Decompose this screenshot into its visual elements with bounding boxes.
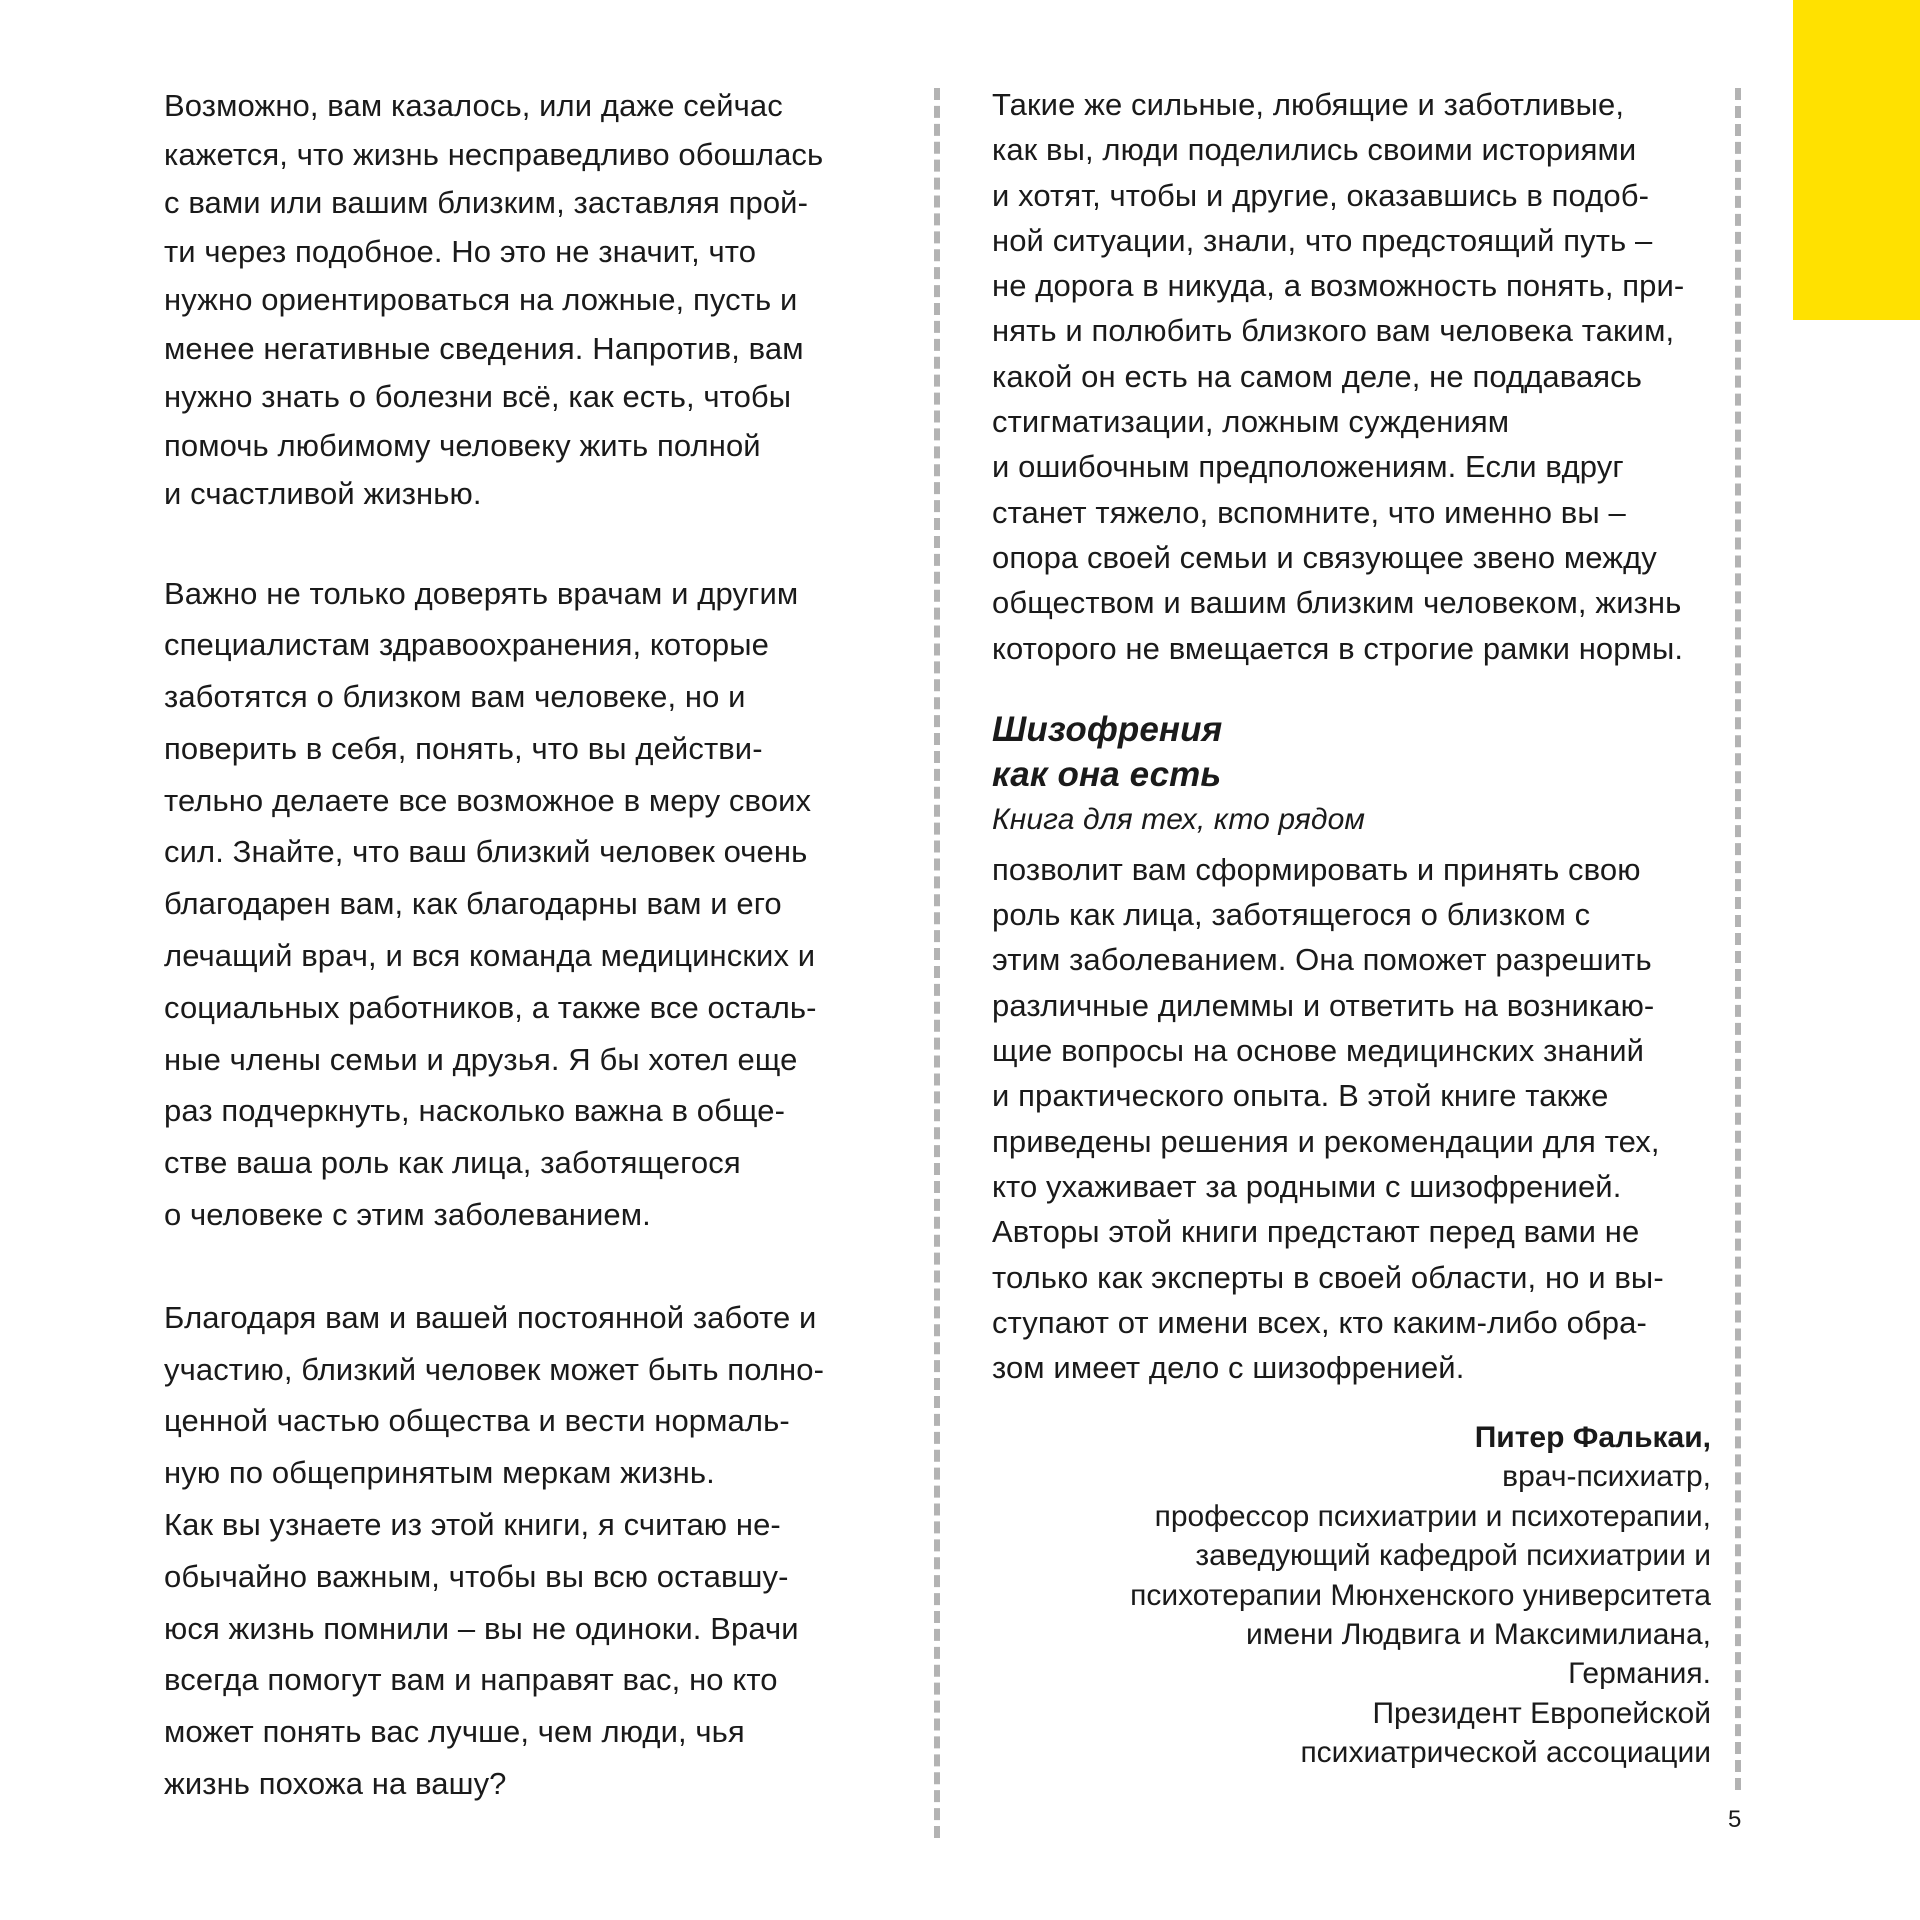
text-line: лечащий врач, и вся команда медицинских и <box>164 938 816 974</box>
text-line: может понять вас лучше, чем люди, чья <box>164 1714 745 1750</box>
text-line: специалистам здравоохранения, которые <box>164 627 769 663</box>
text-line: и счастливой жизнью. <box>164 476 482 511</box>
book-subtitle: Книга для тех, кто рядом <box>992 802 1366 836</box>
text-line: обычайно важным, чтобы вы всю оставшу- <box>164 1558 789 1594</box>
author-title-line: Президент Европейской <box>1372 1696 1711 1730</box>
text-line: нужно знать о болезни всё, как есть, чтобы <box>164 379 792 414</box>
text-line: которого не вмещается в строгие рамки нормы. <box>992 630 1684 666</box>
column-divider-left <box>934 88 940 1838</box>
text-line: и хотят, чтобы и другие, оказавшись в подоб- <box>992 177 1649 213</box>
text-line: обществом и вашим близким человеком, жизнь <box>992 585 1682 621</box>
text-line: социальных работников, а также все осталь- <box>164 989 817 1025</box>
book-title <box>992 707 1722 797</box>
book-title-line: Шизофрения <box>992 709 1223 749</box>
text-line: этим заболеванием. Она поможет разрешить <box>992 942 1652 978</box>
text-line: благодарен вам, как благодарны вам и его <box>164 886 782 922</box>
yellow-accent-block <box>1793 0 1920 320</box>
text-line: нужно ориентироваться на ложные, пусть и <box>164 282 798 317</box>
text-line: щие вопросы на основе медицинских знаний <box>992 1033 1645 1069</box>
column-divider-right <box>1735 88 1741 1790</box>
author-title-line: имени Людвига и Максимилиана, <box>1246 1618 1711 1652</box>
author-title-line: Германия. <box>1568 1657 1711 1691</box>
text-line: и ошибочным предположениям. Если вдруг <box>992 449 1624 485</box>
left-paragraph-2 <box>164 568 894 1241</box>
text-line: зом имеет дело с шизофренией. <box>992 1350 1465 1386</box>
text-line: ценной частью общества и вести нормаль- <box>164 1403 790 1439</box>
text-line: Авторы этой книги предстают перед вами не <box>992 1214 1640 1250</box>
text-line: роль как лица, заботящегося о близком с <box>992 897 1591 933</box>
text-line: не дорога в никуда, а возможность понять, при- <box>992 268 1685 304</box>
text-line: участию, близкий человек может быть полно- <box>164 1351 825 1387</box>
book-title-line: как она есть <box>992 754 1222 794</box>
text-line: жизнь похожа на вашу? <box>164 1766 507 1802</box>
text-line: стигматизации, ложным суждениям <box>992 404 1510 440</box>
author-title-line: профессор психиатрии и психотерапии, <box>1154 1499 1711 1533</box>
text-line: Благодаря вам и вашей постоянной заботе и <box>164 1299 817 1335</box>
right-paragraph-1 <box>992 82 1722 671</box>
text-line: кто ухаживает за родными с шизофренией. <box>992 1168 1622 1204</box>
right-column <box>992 82 1722 1390</box>
text-line: Как вы узнаете из этой книги, я считаю не- <box>164 1507 781 1543</box>
left-column <box>164 82 894 1810</box>
text-line: как вы, люди поделились своими историями <box>992 132 1637 168</box>
text-line: какой он есть на самом деле, не поддаваясь <box>992 358 1643 394</box>
text-line: поверить в себя, понять, что вы действи- <box>164 730 763 766</box>
right-paragraph-2 <box>992 847 1722 1391</box>
text-line: раз подчеркнуть, насколько важна в обще- <box>164 1093 785 1129</box>
text-line: менее негативные сведения. Напротив, вам <box>164 330 804 366</box>
text-line: ную по общепринятым меркам жизнь. <box>164 1455 715 1491</box>
author-title-line: врач-психиатр, <box>1502 1460 1711 1494</box>
text-line: станет тяжело, вспомните, что именно вы – <box>992 494 1626 530</box>
text-line: ные члены семьи и друзья. Я бы хотел еще <box>164 1041 798 1077</box>
text-line: сил. Знайте, что ваш близкий человек очень <box>164 834 808 870</box>
text-line: опора своей семьи и связующее звено между <box>992 539 1657 575</box>
text-line: тельно делаете все возможное в меру своих <box>164 782 812 818</box>
left-paragraph-1 <box>164 82 894 519</box>
text-line: юся жизнь помнили – вы не одиноки. Врачи <box>164 1610 799 1646</box>
text-line: Важно не только доверять врачам и другим <box>164 575 799 611</box>
text-line: ти через подобное. Но это не значит, что <box>164 233 757 269</box>
text-line: и практического опыта. В этой книге также <box>992 1078 1609 1114</box>
text-line: приведены решения и рекомендации для тех, <box>992 1123 1660 1159</box>
text-line: о человеке с этим заболеванием. <box>164 1197 651 1233</box>
text-line: Такие же сильные, любящие и заботливые, <box>992 87 1625 122</box>
author-name: Питер Фалькаи, <box>1474 1421 1711 1454</box>
text-line: нять и полюбить близкого вам человека таким, <box>992 313 1675 349</box>
left-paragraph-3 <box>164 1292 894 1810</box>
text-line: позволит вам сформировать и принять свою <box>992 851 1641 887</box>
author-signature <box>1130 1418 1711 1773</box>
text-line: Возможно, вам казалось, или даже сейчас <box>164 88 783 123</box>
text-line: с вами или вашим близким, заставляя прой- <box>164 185 809 220</box>
author-title-line: психотерапии Мюнхенского университета <box>1130 1578 1711 1612</box>
author-title-line: психиатрической ассоциации <box>1300 1736 1711 1770</box>
text-line: кажется, что жизнь несправедливо обошлась <box>164 136 824 172</box>
text-line: ной ситуации, знали, что предстоящий путь – <box>992 222 1653 258</box>
text-line: стве ваша роль как лица, заботящегося <box>164 1145 741 1181</box>
text-line: ступают от имени всех, кто каким-либо обра- <box>992 1304 1647 1340</box>
text-line: различные дилеммы и ответить на возникаю- <box>992 987 1655 1023</box>
text-line: только как эксперты в своей области, но и вы- <box>992 1259 1664 1295</box>
text-line: заботятся о близком вам человеке, но и <box>164 679 746 715</box>
page-number: 5 <box>1728 1806 1742 1833</box>
text-line: помочь любимому человеку жить полной <box>164 427 761 463</box>
author-title-line: заведующий кафедрой психиатрии и <box>1195 1539 1711 1573</box>
text-line: всегда помогут вам и направят вас, но кто <box>164 1662 778 1698</box>
